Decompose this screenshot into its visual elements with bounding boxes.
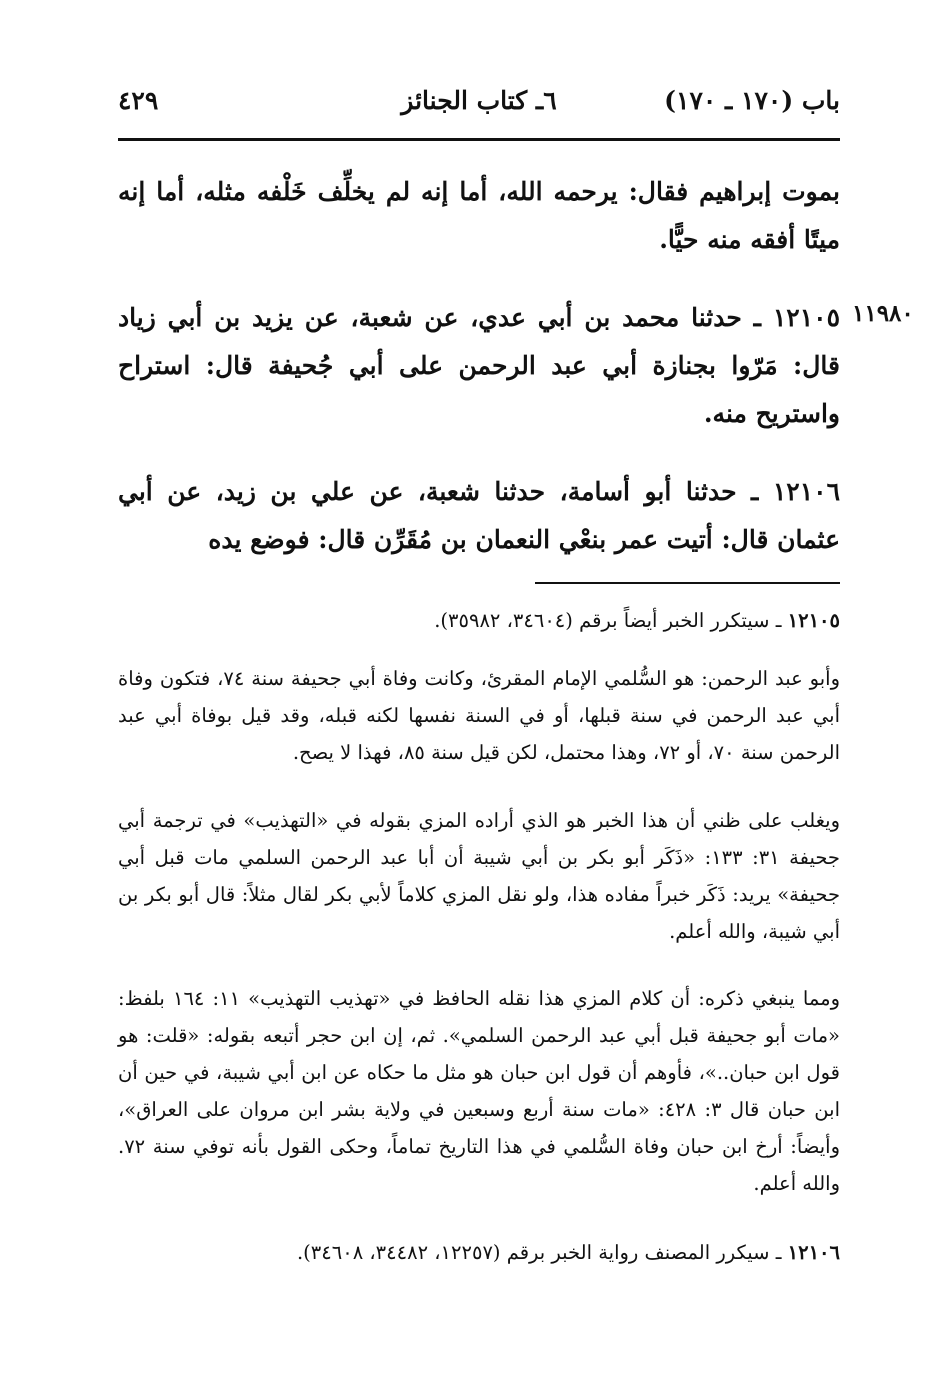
footnote-1-paragraph-2 — [118, 660, 840, 771]
hadith-paragraph-1 — [118, 294, 840, 438]
footnote-1-paragraph-4 — [118, 980, 840, 1202]
hadith-paragraph-2 — [118, 468, 840, 564]
hadith-number-1: ١٢١٠٥ — [772, 303, 840, 332]
hadith-number-2: ١٢١٠٦ — [772, 477, 840, 506]
footnote-1 — [118, 602, 840, 639]
page-header — [118, 86, 840, 126]
footnote-number-2: ١٢١٠٦ — [787, 1241, 840, 1264]
chapter-range: باب (١٧٠ ـ ١٧٠) — [664, 86, 840, 115]
side-reference-number: ١١٩٨٠ — [852, 300, 914, 327]
header-rule — [118, 138, 840, 141]
footnote-1-text-3: ويغلب على ظني أن هذا الخبر هو الذي أراده المزي بقوله في «التهذيب» في ترجمة أبي جحيفة ٣١: ١٣٣: «ذَكَر أبو بكر بن أبي شيبة أن أبا عبد الرحمن السلمي مات قبل أبي جحيفة» يريد: ذَكَر خبراً مفاده هذا، ولو نقل المزي كلاماً لأبي بكر لقال مثلاً: قال أبو بكر بن أبي شيبة، والله أعلم. — [118, 809, 840, 943]
footnote-1-paragraph-3 — [118, 802, 840, 950]
hadith-text-2: ـ حدثنا أبو أسامة، حدثنا شعبة، عن علي بن زيد، عن أبي عثمان قال: أتيت عمر بنعْي النعمان بن مُقَرِّن قال: فوضع يده — [118, 477, 840, 554]
continuation-text: بموت إبراهيم فقال: يرحمه الله، أما إنه لم يخلِّف خَلْفه مثله، أما إنه ميتًا أفقه منه حيًّا. — [118, 177, 840, 254]
footnote-1-text-2: وأبو عبد الرحمن: هو السُّلمي الإمام المقرئ، وكانت وفاة أبي جحيفة سنة ٧٤، فتكون وفاة أبي عبد الرحمن في سنة قبلها، أو في السنة نفسها لكنه قبله، وقد قيل بوفاة أبي عبد الرحمن سنة ٧٠، أو ٧٢، وهذا محتمل، لكن قيل سنة ٨٥، فهذا لا يصح. — [118, 667, 840, 764]
continuation-paragraph — [118, 168, 840, 264]
hadith-text-1: ـ حدثنا محمد بن أبي عدي، عن شعبة، عن يزيد بن أبي زياد قال: مَرّوا بجنازة أبي عبد الرحمن على أبي جُحيفة قال: استراح واستريح منه. — [118, 303, 840, 428]
footnote-number-1: ١٢١٠٥ — [787, 609, 840, 632]
footnote-separator — [535, 582, 840, 584]
page-number: ٤٢٩ — [118, 86, 159, 115]
footnote-text-1: ـ سيتكرر الخبر أيضاً برقم (٣٤٦٠٤، ٣٥٩٨٢). — [434, 609, 788, 632]
footnote-2 — [118, 1234, 840, 1271]
footnote-1-text-4: ومما ينبغي ذكره: أن كلام المزي هذا نقله الحافظ في «تهذيب التهذيب» ١١: ١٦٤ بلفظ: «مات أبو جحيفة قبل أبي عبد الرحمن السلمي». ثم، إن ابن حجر أتبعه بقوله: «قلت: هو قول ابن حبان..»، فأوهم أن قول ابن حبان هو مثل ما حكاه عن ابن أبي شيبة، في حين أن ابن حبان قال ٣: ٤٢٨: «مات سنة أربع وسبعين في ولاية بشر ابن مروان على العراق»، وأيضاً: أرخ ابن حبان وفاة السُّلمي في هذا التاريخ تماماً، وحكى القول بأنه توفي سنة ٧٢. والله أعلم. — [118, 987, 840, 1195]
book-title: ٦ـ كتاب الجنائز — [401, 86, 557, 115]
footnote-text-2: ـ سيكرر المصنف رواية الخبر برقم (١٢٢٥٧، ٣٤٤٨٢، ٣٤٦٠٨). — [296, 1241, 788, 1264]
